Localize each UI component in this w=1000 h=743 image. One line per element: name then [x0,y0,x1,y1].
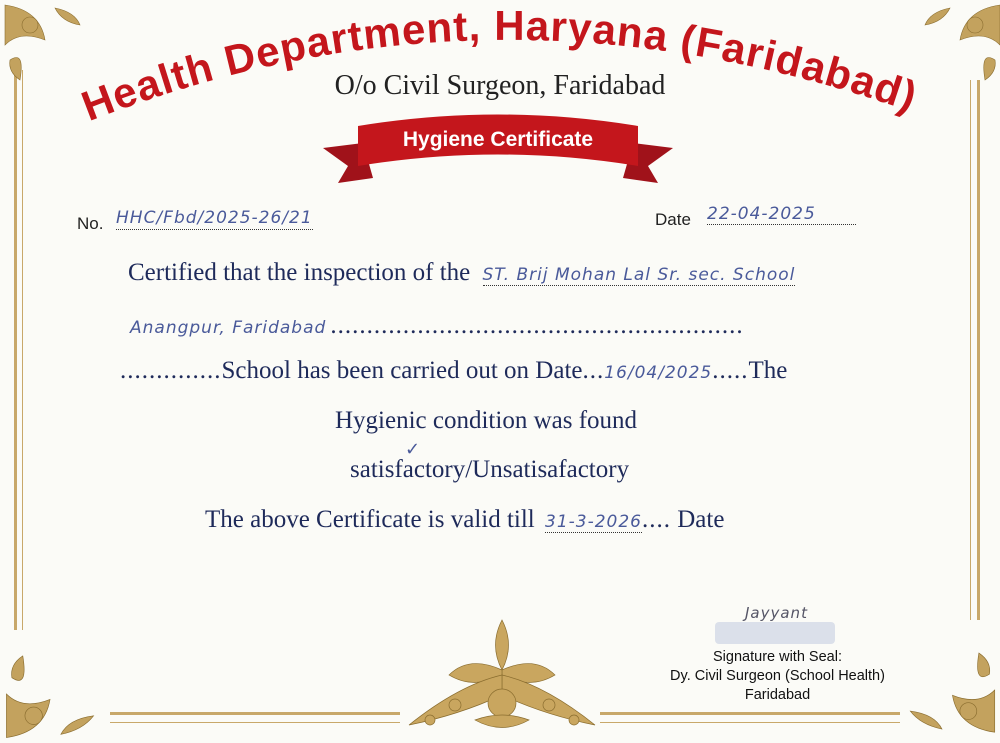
bottom-border-right-inner [600,722,900,723]
issue-date-value: 22-04-2025 [707,204,856,225]
corner-ornament-bottom-left-icon [0,645,100,743]
svg-text:Hygiene Certificate: Hygiene Certificate [402,128,594,151]
center-floral-ornament-icon [395,615,610,740]
body-line-3: ..............School has been carried out on Date...16/04/2025.....The [120,357,788,384]
line2-dots: ......................................................... [330,312,744,339]
body-line-4: Hygienic condition was found [335,407,638,434]
body-line-6: The above Certificate is valid till 31-3-2026.... Date [205,506,725,533]
inspection-date: 16/04/2025 [604,363,713,383]
condition-options: satisfactory/Unsatisafactory ✓ [350,439,630,483]
body-line-2 [130,312,744,340]
left-border-outer [14,70,17,630]
signature-scrawl: Jayyant [745,604,808,622]
satisfactory-check-mark: ✓ [405,439,422,460]
right-border-outer [977,80,980,620]
corner-ornament-bottom-right-icon [905,640,1000,740]
seal-stamp [715,622,835,644]
valid-till-date: 31-3-2026 [545,512,642,532]
signature-line-1: Signature with Seal: [713,649,842,665]
bottom-border-left [110,712,400,715]
signature-line-3: Faridabad [744,687,811,703]
hygiene-certificate-ribbon [318,108,678,188]
bottom-border-left-inner [110,722,400,723]
issue-date-label: Date [655,210,691,229]
body-line-1 [128,259,795,287]
valid-prefix: The above Certificate is valid till [205,506,535,533]
line1-prefix: Certified that the inspection of the [128,259,471,286]
school-name-part1: ST. Brij Mohan Lal Sr. sec. School [482,265,796,285]
line3-suffix: The [748,357,788,384]
signature-line-2: Dy. Civil Surgeon (School Health) [670,668,885,684]
right-border-inner [970,80,971,620]
bottom-border-right [600,712,900,715]
line3-text: School has been carried out on Date [221,357,583,384]
office-subtitle: O/o Civil Surgeon, Faridabad [334,70,666,101]
svg-text:Health Department, Haryana (Fa: Health Department, Haryana (Faridabad) [75,1,924,130]
school-name-part2: Anangpur, Faridabad [130,318,327,338]
line3-leading-dots: .............. [120,357,222,384]
signature-block [640,648,915,705]
cert-no-value: HHC/Fbd/2025-26/21 [116,208,313,228]
left-border-inner [22,70,23,630]
valid-suffix: Date [677,506,725,533]
cert-no-label: No. [77,214,104,233]
